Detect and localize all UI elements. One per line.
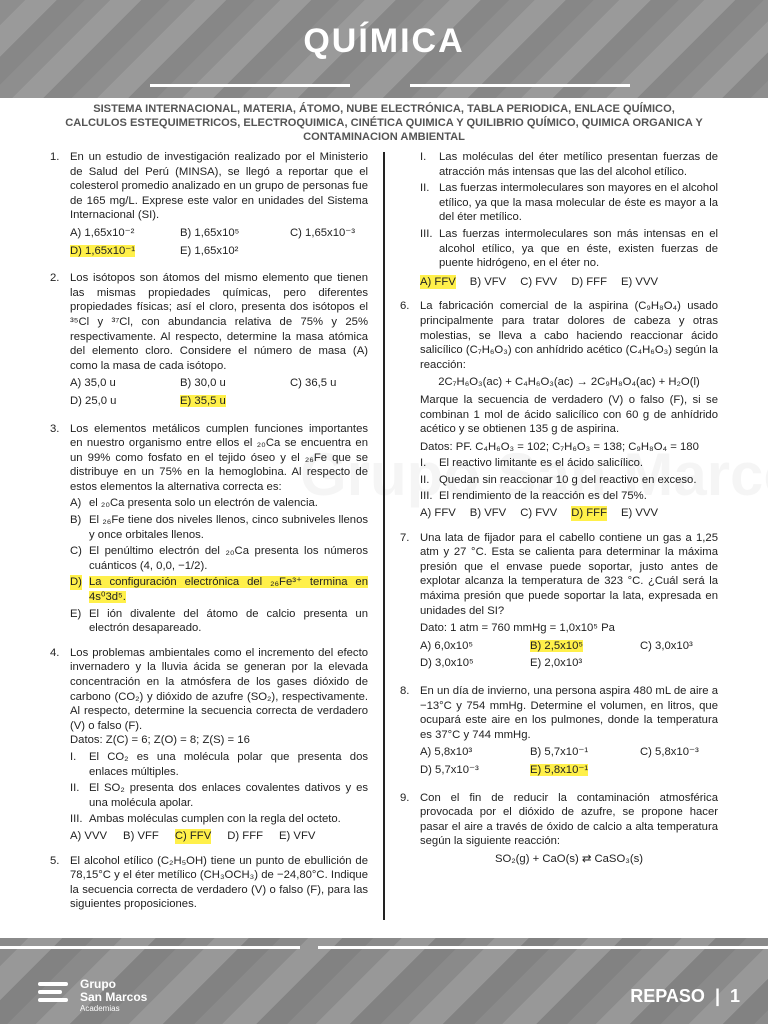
option-d: D) 3,0x10⁵ (420, 657, 474, 670)
page-title: QUÍMICA (303, 22, 465, 60)
option-d (70, 244, 180, 259)
question-3 (50, 422, 368, 636)
left-column (50, 150, 368, 922)
question-text: El alcohol etílico (C₂H₅OH) tiene un punto de ebullición de 78,15°C y el éter metílico (CH₃OCH₃) de −24,80°C. Indique la secuencia correcta de verdadero (V) o falso (F), para las siguientes proposiciones. (70, 854, 368, 911)
logo-mark-icon (36, 978, 72, 1008)
option-b (70, 513, 368, 542)
statement-text: El CO₂ es una molécula polar que presenta dos enlaces múltiples. (89, 750, 368, 778)
statement-text: Ambas moléculas cumplen con la regla del octeto. (89, 813, 341, 826)
question-4 (50, 646, 368, 844)
statement-number: I. (420, 151, 427, 163)
chemical-equation: SO₂(g) + CaO(s) ⇄ CaSO₃(s) (494, 852, 644, 865)
statement-text: Las fuerzas intermoleculares son mayores en el alcohol etílico, ya que la masa molecular de éste es mayor a la del éter metílico. (439, 182, 718, 224)
statement-ii (420, 181, 718, 225)
option-c: C) 1,65x10⁻³ (290, 226, 355, 239)
option-text: El ión divalente del átomo de calcio presenta un electrón desapareado. (89, 607, 368, 635)
option-c: C) 3,0x10³ (640, 639, 693, 652)
option-a: A) 1,65x10⁻² (70, 226, 135, 239)
option-d: D) 25,0 u (70, 394, 117, 407)
option-b (530, 639, 640, 654)
question-number: 1. (50, 151, 60, 163)
option-letter: B) (70, 514, 82, 527)
brand-name-line2: San Marcos (80, 990, 148, 1004)
highlighted-answer: C) FFV (174, 829, 212, 842)
option-b: B) 1,65x10⁵ (180, 226, 240, 239)
options (70, 376, 368, 411)
option-e: E) VVV (620, 275, 659, 288)
statement-ii (420, 473, 718, 488)
question-1 (50, 150, 368, 261)
question-text: En un estudio de investigación realizado por el Ministerio de Salud del Perú (MINSA), se llegó a reportar que el colesterol promedio analizado en un grupo de personas fue de 165 mg/L. Exprese este valor en unidades del Sistema Internacional (SI). (70, 151, 368, 222)
statement-text: Las moléculas del éter metílico presentan fuerzas de atracción más intensas que las del alcohol etílico. (439, 151, 718, 178)
highlighted-answer: E) 35,5 u (180, 394, 226, 407)
option-b: B) 5,7x10⁻¹ (530, 746, 589, 759)
option-c: C) 36,5 u (290, 377, 337, 390)
question-text: La fabricación comercial de la aspirina (C₉H₈O₄) usado principalmente para tratar dolores de cabeza y otras molestias, se lleva a cabo haciendo reaccionar ácido salicílico (C₇H₆O₃) con anhídrido acético (C₄H₆O₃) según la reacción: (420, 300, 718, 371)
option-e (70, 607, 368, 636)
option-letter: C) (70, 545, 82, 558)
option-b: B) VFV (469, 507, 507, 520)
option-a: A) 35,0 u (70, 377, 116, 390)
option-d: D) FFF (571, 275, 607, 288)
question-text: Los elementos metálicos cumplen funciones importantes en nuestro organismo entre ellos el ₂₀Ca se encuentra en un 99% como fosfato en el tejido óseo y el ₂₆Fe que se distribuye en un 75% en la hemoglobina. Al respecto de estos elementos la alternativa correcta es: (70, 422, 368, 493)
option-text: El ₂₆Fe tiene dos niveles llenos, cinco subniveles llenos y once orbitales llenos. (89, 514, 368, 541)
option-c: C) FVV (520, 275, 558, 288)
option-a: A) 6,0x10⁵ (420, 639, 474, 652)
option-d: D) 5,7x10⁻³ (420, 763, 479, 776)
highlighted-answer: B) 2,5x10⁵ (530, 639, 584, 652)
statement-i (420, 150, 718, 179)
question-8 (400, 684, 718, 781)
option-e: E) VVV (620, 507, 659, 520)
header-rule-right (410, 84, 630, 87)
question-text: Los problemas ambientales como el incremento del efecto invernadero y la lluvia ácida se generan por la elevada concentración en la atmósfera de los gases dióxido de carbono (CO₂) y dióxido de azufre (SO₂), respectivamente. Al respecto, determine la secuencia correcta de verdadero (V) o falso (F). (70, 646, 368, 732)
statement-number: II. (420, 473, 430, 486)
question-number: 5. (50, 854, 60, 867)
option-e: E) VFV (279, 829, 316, 842)
question-data: Datos: PF. C₄H₆O₃ = 102; C₇H₆O₃ = 138; C₉H₈O₄ = 180 (420, 440, 699, 453)
footer-rule-left (0, 946, 300, 949)
question-number: 7. (400, 531, 410, 544)
option-a: A) 5,8x10³ (420, 746, 473, 759)
statement-number: III. (70, 813, 83, 826)
option-b: B) VFF (123, 829, 159, 842)
chemical-equation: 2C₇H₆O₃(ac) + C₄H₆O₃(ac) → 2C₉H₈O₄(ac) + H₂O(l) (438, 376, 700, 389)
statement-i (70, 750, 368, 779)
brand-name-line3: Academias (80, 1004, 120, 1013)
question-7 (400, 531, 718, 674)
statement-number: II. (420, 182, 430, 195)
option-b: B) 30,0 u (180, 377, 226, 390)
option-e (180, 394, 290, 409)
option-text: El penúltimo electrón del ₂₀Ca presenta los números cuánticos (4, 0,0, −1/2). (89, 545, 368, 572)
highlighted-answer: E) 5,8x10⁻¹ (530, 763, 589, 776)
statement-text: El SO₂ presenta dos enlaces covalentes dativos y es una molécula apolar. (89, 782, 368, 809)
option-e (530, 763, 640, 778)
footer-rule-right (318, 946, 768, 949)
statement-number: I. (70, 750, 77, 763)
statement-iii (420, 489, 718, 504)
question-number: 8. (400, 685, 410, 697)
option-a: A) FFV (420, 507, 456, 520)
option-b: B) VFV (469, 275, 507, 288)
question-number: 3. (50, 422, 60, 435)
question-number: 4. (50, 646, 60, 659)
option-d (70, 575, 368, 604)
option-e: E) 1,65x10² (180, 244, 239, 257)
option-d: D) FFF (227, 829, 263, 842)
option-letter: A) (70, 497, 82, 510)
statement-number: II. (70, 782, 80, 795)
statement-number: I. (420, 457, 427, 470)
highlighted-answer: La configuración electrónica del ₂₆Fe³⁺ termina en 4s⁰3d⁵. (89, 576, 368, 604)
header-banner (0, 0, 768, 98)
question-6 (400, 299, 718, 520)
question-5-continued (400, 150, 718, 289)
statement-text: El rendimiento de la reacción es del 75%. (439, 490, 647, 503)
brand-name-line1: Grupo (80, 977, 116, 991)
statement-text: Quedan sin reaccionar 10 g del reactivo en exceso. (439, 473, 697, 486)
subject-list: SISTEMA INTERNACIONAL, MATERIA, ÁTOMO, NUBE ELECTRÓNICA, TABLA PERIODICA, ENLACE QUÍMICO, CALCULOS ESTEQUIMETRICOS, ELECTROQUIMICA, CINÉTICA QUIMICA Y QUILIBRIO QUÍMICO, QUIMICA ORGANICA Y CONTAMINACION AMBIENTAL (65, 103, 703, 144)
statement-text: Las fuerzas intermoleculares son más intensas en el alcohol etílico, ya que en éste, existen fuerzas de puente hidrógeno, en el éter no. (439, 227, 718, 270)
question-text: Los isótopos son átomos del mismo elemento que tienen las mismas propiedades químicas, pero diferentes propiedades físicas; así el cloro, presenta dos isótopos el ³⁵Cl y ³⁷Cl, con abundancia relativa de 75% y 25% respectivamente. Al respecto, determine la masa atómica del elemento cloro. Considere el número de masa (A) como la masa de cada isótopo. (70, 272, 368, 372)
statement-number: III. (420, 227, 433, 240)
statement-number: III. (420, 490, 433, 503)
separator: | (714, 986, 720, 1006)
question-text: Marque la secuencia de verdadero (V) o falso (F), si se combinan 1 mol de ácido salicílico con 60 g de anhídrido acético y se obtienen 135 g de aspirina. (420, 393, 718, 436)
brand-logo (36, 977, 148, 1013)
options (420, 745, 718, 780)
page-number: 1 (729, 986, 740, 1006)
question-number: 9. (400, 791, 410, 804)
highlighted-answer: A) FFV (420, 275, 456, 288)
option-a: A) VVV (70, 829, 108, 842)
option-e: E) 2,0x10³ (530, 657, 583, 670)
section-label: REPASO (630, 986, 705, 1006)
statement-iii (420, 227, 718, 271)
option-letter: D) (70, 576, 82, 589)
question-text: En un día de invierno, una persona aspira 480 mL de aire a −13°C y 754 mmHg. Determine el volumen, en litros, que ocupará este aire en los pulmones, donde la temperatura es 37°C y 744 mmHg. (420, 685, 718, 741)
highlighted-answer: D) 1,65x10⁻¹ (70, 244, 135, 257)
right-column (400, 148, 718, 877)
options (420, 639, 718, 674)
question-9 (400, 791, 718, 867)
statement-i (420, 456, 718, 471)
option-c (70, 544, 368, 573)
question-2 (50, 271, 368, 411)
footer-section (630, 986, 740, 1007)
question-text: Con el fin de reducir la contaminación atmosférica provocada por el dióxido de azufre, se propone hacer pasar el aire a través de óxido de calcio a alta temperatura según la siguiente reacción: (420, 791, 718, 848)
column-divider (383, 152, 385, 920)
question-data: Datos: Z(C) = 6; Z(O) = 8; Z(S) = 16 (70, 734, 250, 747)
statement-iii (70, 812, 368, 827)
question-number: 2. (50, 272, 60, 285)
option-c: C) FVV (520, 507, 558, 520)
question-5 (50, 854, 368, 912)
header-rule-left (150, 84, 350, 87)
question-data: Dato: 1 atm = 760 mmHg = 1,0x10⁵ Pa (420, 622, 615, 635)
statement-ii (70, 781, 368, 810)
option-text: el ₂₀Ca presenta solo un electrón de valencia. (89, 497, 318, 510)
options (70, 226, 368, 261)
options (420, 506, 718, 521)
question-text: Una lata de fijador para el cabello contiene un gas a 1,25 atm y 27 °C. Esta se calienta para determinar la máxima presión que el envase puede soportar, justo antes de explotar alcanza la temperatura de 323 °C. ¿Cuál será la máxima presión que puede soportar la lata, expresada en unidades del SI? (420, 531, 718, 617)
options (70, 829, 368, 844)
option-letter: E) (70, 607, 82, 620)
question-number: 6. (400, 300, 410, 313)
highlighted-answer: D) FFF (571, 507, 607, 520)
statement-text: El reactivo limitante es el ácido salicílico. (439, 457, 644, 470)
options (420, 275, 718, 290)
option-c: C) 5,8x10⁻³ (640, 746, 699, 759)
option-a (70, 496, 368, 511)
